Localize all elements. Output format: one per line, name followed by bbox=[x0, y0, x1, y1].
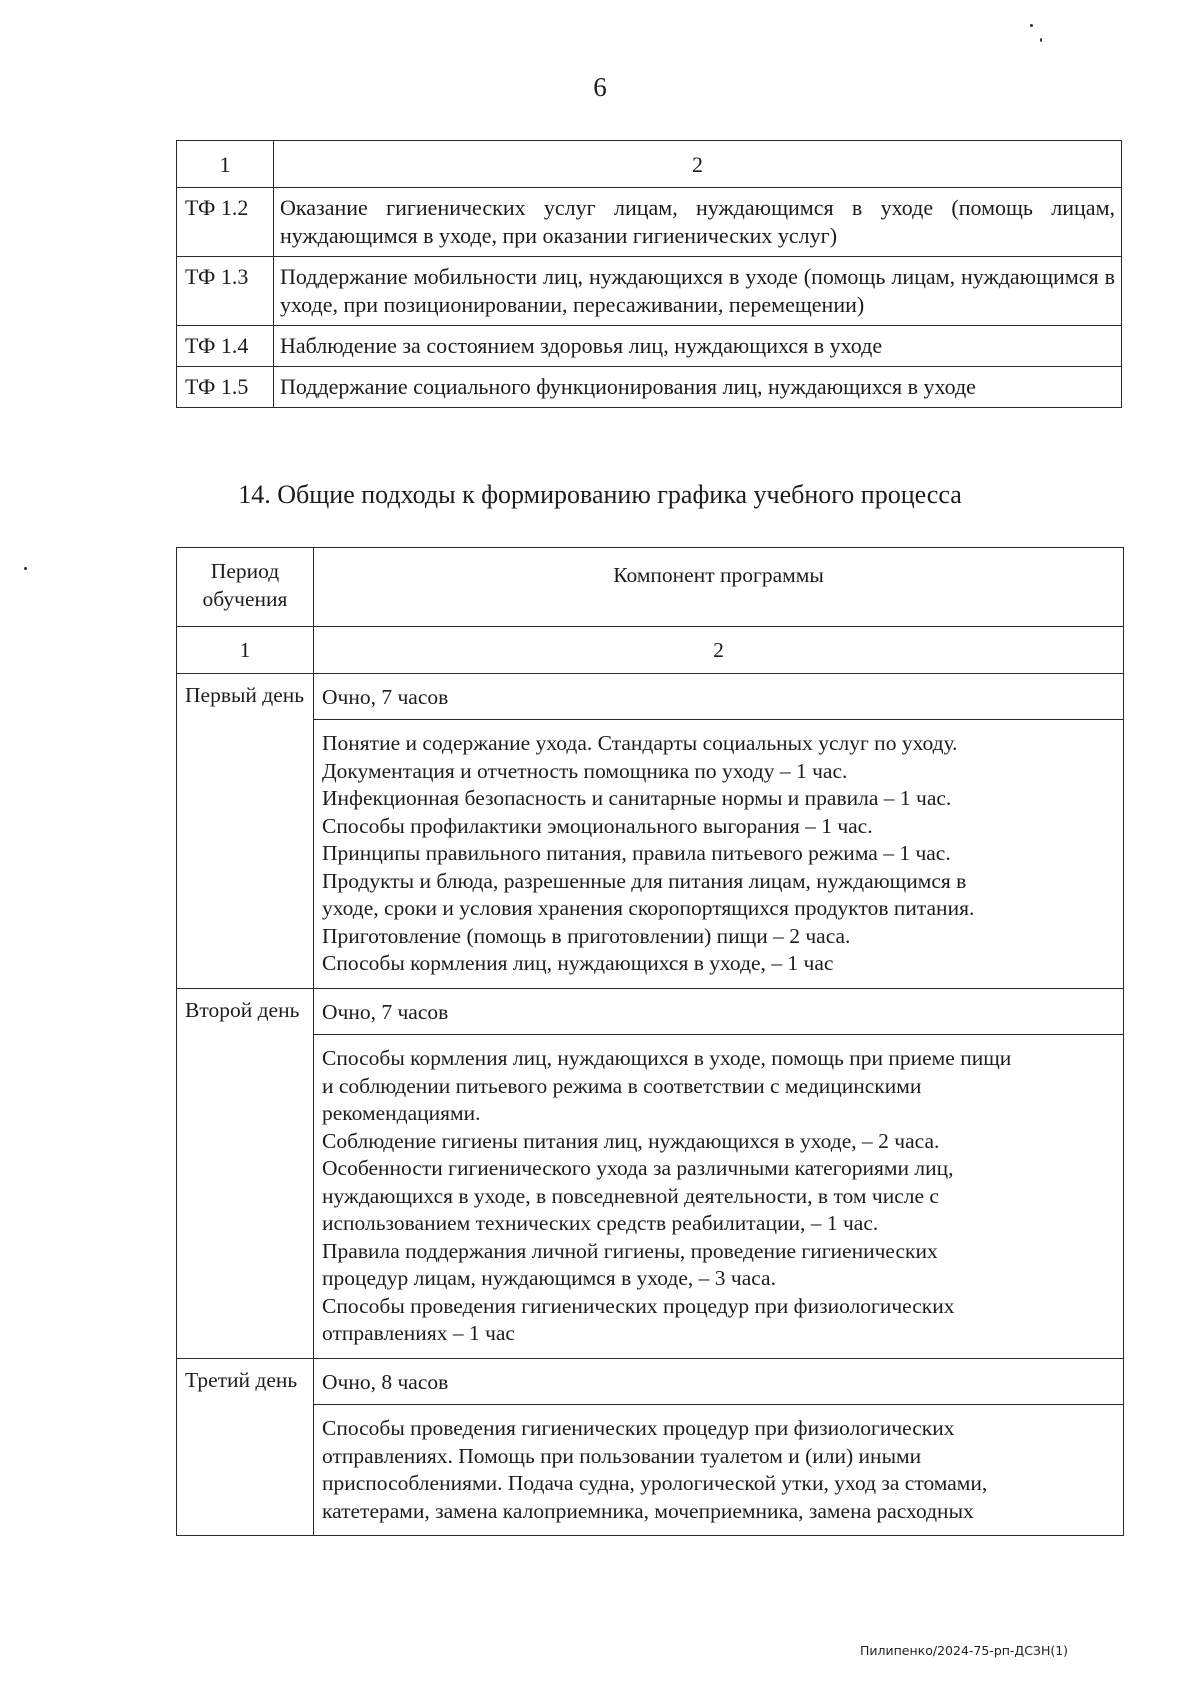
topic-line: Соблюдение гигиены питания лиц, нуждающихся в уходе, – 2 часа. bbox=[322, 1128, 940, 1153]
topic-line: Инфекционная безопасность и санитарные нормы и правила – 1 час. bbox=[322, 786, 952, 810]
page-number: 6 bbox=[593, 72, 607, 102]
column-number-1: 1 bbox=[177, 141, 274, 188]
labor-functions-table bbox=[176, 140, 1122, 408]
study-mode: Очно, 8 часов bbox=[314, 1358, 1124, 1405]
function-code: ТФ 1.3 bbox=[177, 257, 274, 326]
topic-line: Способы кормления лиц, нуждающихся в уходе, – 1 час bbox=[322, 951, 834, 975]
function-description: Поддержание социального функционирования лиц, нуждающихся в уходе bbox=[274, 367, 1122, 408]
day-topics bbox=[314, 1035, 1124, 1359]
scan-speck bbox=[1040, 38, 1042, 42]
topic-line: нуждающихся в уходе, в повседневной деятельности, в том числе с bbox=[322, 1183, 939, 1208]
column-numbers-row bbox=[177, 627, 1124, 674]
day-topics-row bbox=[177, 1405, 1124, 1536]
table-row bbox=[177, 257, 1122, 326]
table-row bbox=[177, 326, 1122, 367]
function-description: Наблюдение за состоянием здоровья лиц, нуждающихся в уходе bbox=[274, 326, 1122, 367]
day-label: Первый день bbox=[177, 673, 314, 988]
scan-speck bbox=[1030, 24, 1033, 27]
day-label: Второй день bbox=[177, 988, 314, 1358]
study-mode: Очно, 7 часов bbox=[314, 988, 1124, 1035]
day-row bbox=[177, 1358, 1124, 1405]
function-code: ТФ 1.2 bbox=[177, 188, 274, 257]
topic-line: Способы кормления лиц, нуждающихся в уходе, помощь при приеме пищи bbox=[322, 1046, 1012, 1070]
topic-line: Правила поддержания личной гигиены, проведение гигиенических bbox=[322, 1238, 938, 1263]
schedule-table bbox=[176, 547, 1124, 1536]
column-number-2: 2 bbox=[314, 627, 1124, 674]
table-row bbox=[177, 188, 1122, 257]
topic-line: Способы проведения гигиенических процедур при физиологических bbox=[322, 1293, 955, 1318]
topic-line: процедур лицам, нуждающимся в уходе, – 3 часа. bbox=[322, 1266, 776, 1290]
topic-line: рекомендациями. bbox=[322, 1101, 481, 1125]
day-topics bbox=[314, 720, 1124, 989]
topic-line: Способы профилактики эмоционального выгорания – 1 час. bbox=[322, 813, 873, 838]
topic-line: отправлениях. Помощь при пользовании туалетом и (или) иными bbox=[322, 1443, 922, 1468]
table-row bbox=[177, 367, 1122, 408]
day-topics-row bbox=[177, 720, 1124, 989]
topic-line: Понятие и содержание ухода. Стандарты социальных услуг по уходу. bbox=[322, 731, 958, 755]
function-code: ТФ 1.4 bbox=[177, 326, 274, 367]
topic-line: отправлениях – 1 час bbox=[322, 1321, 515, 1345]
day-topics bbox=[314, 1405, 1124, 1536]
header-period: Период обучения bbox=[177, 548, 314, 627]
topic-line: приспособлениями. Подача судна, урологической утки, уход за стомами, bbox=[322, 1471, 988, 1495]
section-title: 14. Общие подходы к формированию графика учебного процесса bbox=[238, 480, 962, 509]
day-row bbox=[177, 988, 1124, 1035]
function-description: Оказание гигиенических услуг лицам, нуждающимся в уходе (помощь лицам, нуждающимся в уходе, при оказании гигиенических услуг) bbox=[274, 188, 1122, 257]
topic-line: Особенности гигиенического ухода за различными категориями лиц, bbox=[322, 1156, 954, 1180]
topic-line: Принципы правильного питания, правила питьевого режима – 1 час. bbox=[322, 841, 951, 865]
day-topics-row bbox=[177, 1035, 1124, 1359]
topic-line: Способы проведения гигиенических процедур при физиологических bbox=[322, 1416, 955, 1440]
topic-line: Продукты и блюда, разрешенные для питания лицам, нуждающимся в bbox=[322, 868, 967, 893]
topic-line: Документация и отчетность помощника по уходу – 1 час. bbox=[322, 758, 848, 783]
document-stamp: Пилипенко/2024-75-рп-ДСЗН(1) bbox=[860, 1643, 1069, 1658]
column-number-2: 2 bbox=[274, 141, 1122, 188]
scan-speck bbox=[24, 567, 27, 570]
topic-line: Приготовление (помощь в приготовлении) пищи – 2 часа. bbox=[322, 923, 851, 948]
topic-line: и соблюдении питьевого режима в соответствии с медицинскими bbox=[322, 1073, 922, 1098]
study-mode: Очно, 7 часов bbox=[314, 673, 1124, 720]
table-header-row bbox=[177, 548, 1124, 627]
day-label: Третий день bbox=[177, 1358, 314, 1536]
function-code: ТФ 1.5 bbox=[177, 367, 274, 408]
table-header-row bbox=[177, 141, 1122, 188]
function-description: Поддержание мобильности лиц, нуждающихся в уходе (помощь лицам, нуждающимся в уходе, при позиционировании, пересаживании, перемещении) bbox=[274, 257, 1122, 326]
header-component: Компонент программы bbox=[314, 548, 1124, 627]
column-number-1: 1 bbox=[177, 627, 314, 674]
topic-line: использованием технических средств реабилитации, – 1 час. bbox=[322, 1211, 879, 1235]
day-row bbox=[177, 673, 1124, 720]
topic-line: уходе, сроки и условия хранения скоропортящихся продуктов питания. bbox=[322, 896, 975, 920]
topic-line: катетерами, замена калоприемника, мочеприемника, замена расходных bbox=[322, 1498, 974, 1523]
